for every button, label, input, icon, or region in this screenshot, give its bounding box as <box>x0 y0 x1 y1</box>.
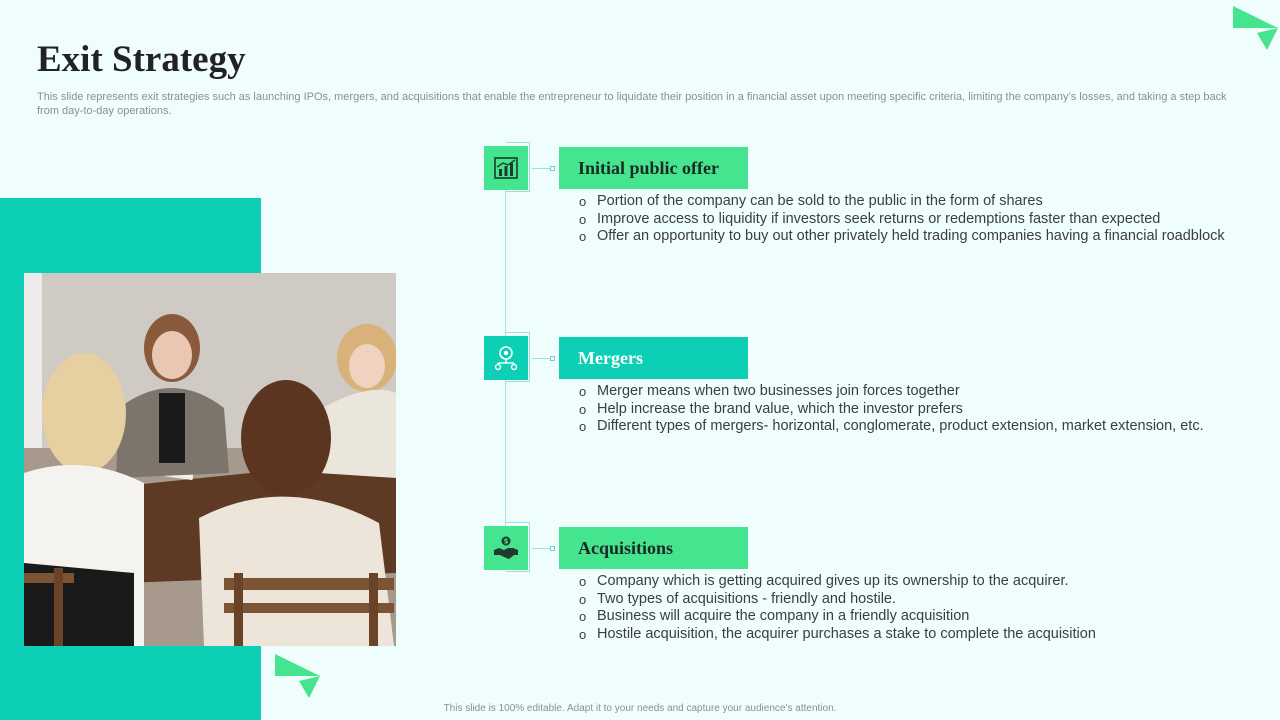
paper-plane-icon <box>272 652 322 700</box>
svg-text:$: $ <box>503 537 509 546</box>
list-item: o Offer an opportunity to buy out other privately held trading companies having a financial roadblock <box>578 228 1225 246</box>
section-heading-mergers: Mergers <box>559 337 748 379</box>
list-item: o Company which is getting acquired gives up its ownership to the acquirer. <box>578 573 1096 591</box>
paper-plane-icon <box>1230 4 1280 52</box>
list-item: o Hostile acquisition, the acquirer purchases a stake to complete the acquisition <box>578 626 1096 644</box>
list-item: o Merger means when two businesses join forces together <box>578 383 1204 401</box>
list-item: o Business will acquire the company in a friendly acquisition <box>578 608 1096 626</box>
list-item: o Different types of mergers- horizontal, conglomerate, product extension, market extension, etc. <box>578 418 1204 436</box>
ipo-bullet-list <box>578 193 1225 246</box>
meeting-photo <box>24 273 396 646</box>
acquisitions-node <box>484 526 528 570</box>
growth-chart-icon <box>493 156 519 180</box>
ipo-node <box>484 146 528 190</box>
list-item: o Two types of acquisitions - friendly and hostile. <box>578 591 1096 609</box>
handshake-dollar-icon <box>492 535 520 561</box>
section-heading-ipo: Initial public offer <box>559 147 748 189</box>
list-item: o Help increase the brand value, which the investor prefers <box>578 401 1204 419</box>
list-item: o Portion of the company can be sold to the public in the form of shares <box>578 193 1225 211</box>
acquisitions-bullet-list <box>578 573 1096 644</box>
footer-note: This slide is 100% editable. Adapt it to your needs and capture your audience’s attention. <box>443 703 837 714</box>
mergers-bullet-list <box>578 383 1204 436</box>
mergers-node <box>484 336 528 380</box>
merger-network-icon <box>493 345 519 371</box>
slide-title: Exit Strategy <box>37 39 246 80</box>
section-heading-acquisitions: Acquisitions <box>559 527 748 569</box>
slide-subtitle: This slide represents exit strategies such as launching IPOs, mergers, and acquisitions that enable the entrepreneur to liquidate their position in a financial asset upon meeting specific criteria, limiting the company’s losses, and taking a step back from day-to-day operations. <box>37 91 1227 117</box>
list-item: o Improve access to liquidity if investors seek returns or redemptions faster than expected <box>578 211 1225 229</box>
